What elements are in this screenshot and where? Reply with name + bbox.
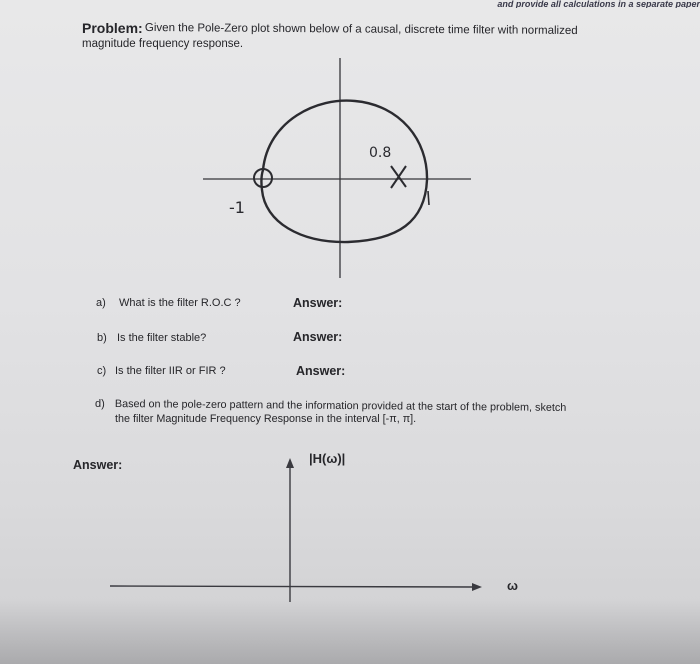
header-strip-text: and provide all calculations in a separate paper (497, 0, 700, 8)
problem-label: Problem: (82, 20, 143, 36)
question-d-text-line1: Based on the pole-zero pattern and the information provided at the start of the problem, sketch (114, 398, 567, 414)
question-d-text-line2: the filter Magnitude Frequency Response in the interval [-π, π]. (115, 413, 417, 425)
sketch-x-axis (110, 586, 474, 587)
sketch-y-label: |H(ω)| (309, 451, 346, 466)
tick-one (428, 191, 429, 205)
sketch-x-label: ω (507, 578, 518, 593)
question-c-text: Is the filter IIR or FIR ? (115, 365, 226, 377)
question-d-letter: d) (95, 398, 105, 410)
question-c-answer-label: Answer: (296, 364, 346, 378)
question-a-letter: a) (96, 297, 106, 309)
one-label: 1 (426, 203, 427, 204)
pole-label: 0.8 (369, 145, 392, 161)
problem-text-line2: magnitude frequency response. (82, 38, 244, 50)
question-c-letter: c) (97, 365, 107, 377)
question-b-text: Is the filter stable? (117, 332, 207, 344)
sketch-answer-label: Answer: (73, 458, 123, 472)
sketch-y-arrow (286, 458, 294, 468)
question-a-text: What is the filter R.O.C ? (119, 297, 241, 309)
sketch-x-arrow (472, 583, 482, 591)
problem-text-line1: Given the Pole-Zero plot shown below of a causal, discrete time filter with normalized (144, 22, 578, 38)
question-a-answer-label: Answer: (293, 296, 343, 310)
question-b-letter: b) (97, 332, 107, 344)
minus-one-label: -1 (229, 198, 245, 217)
question-b-answer-label: Answer: (293, 330, 343, 344)
